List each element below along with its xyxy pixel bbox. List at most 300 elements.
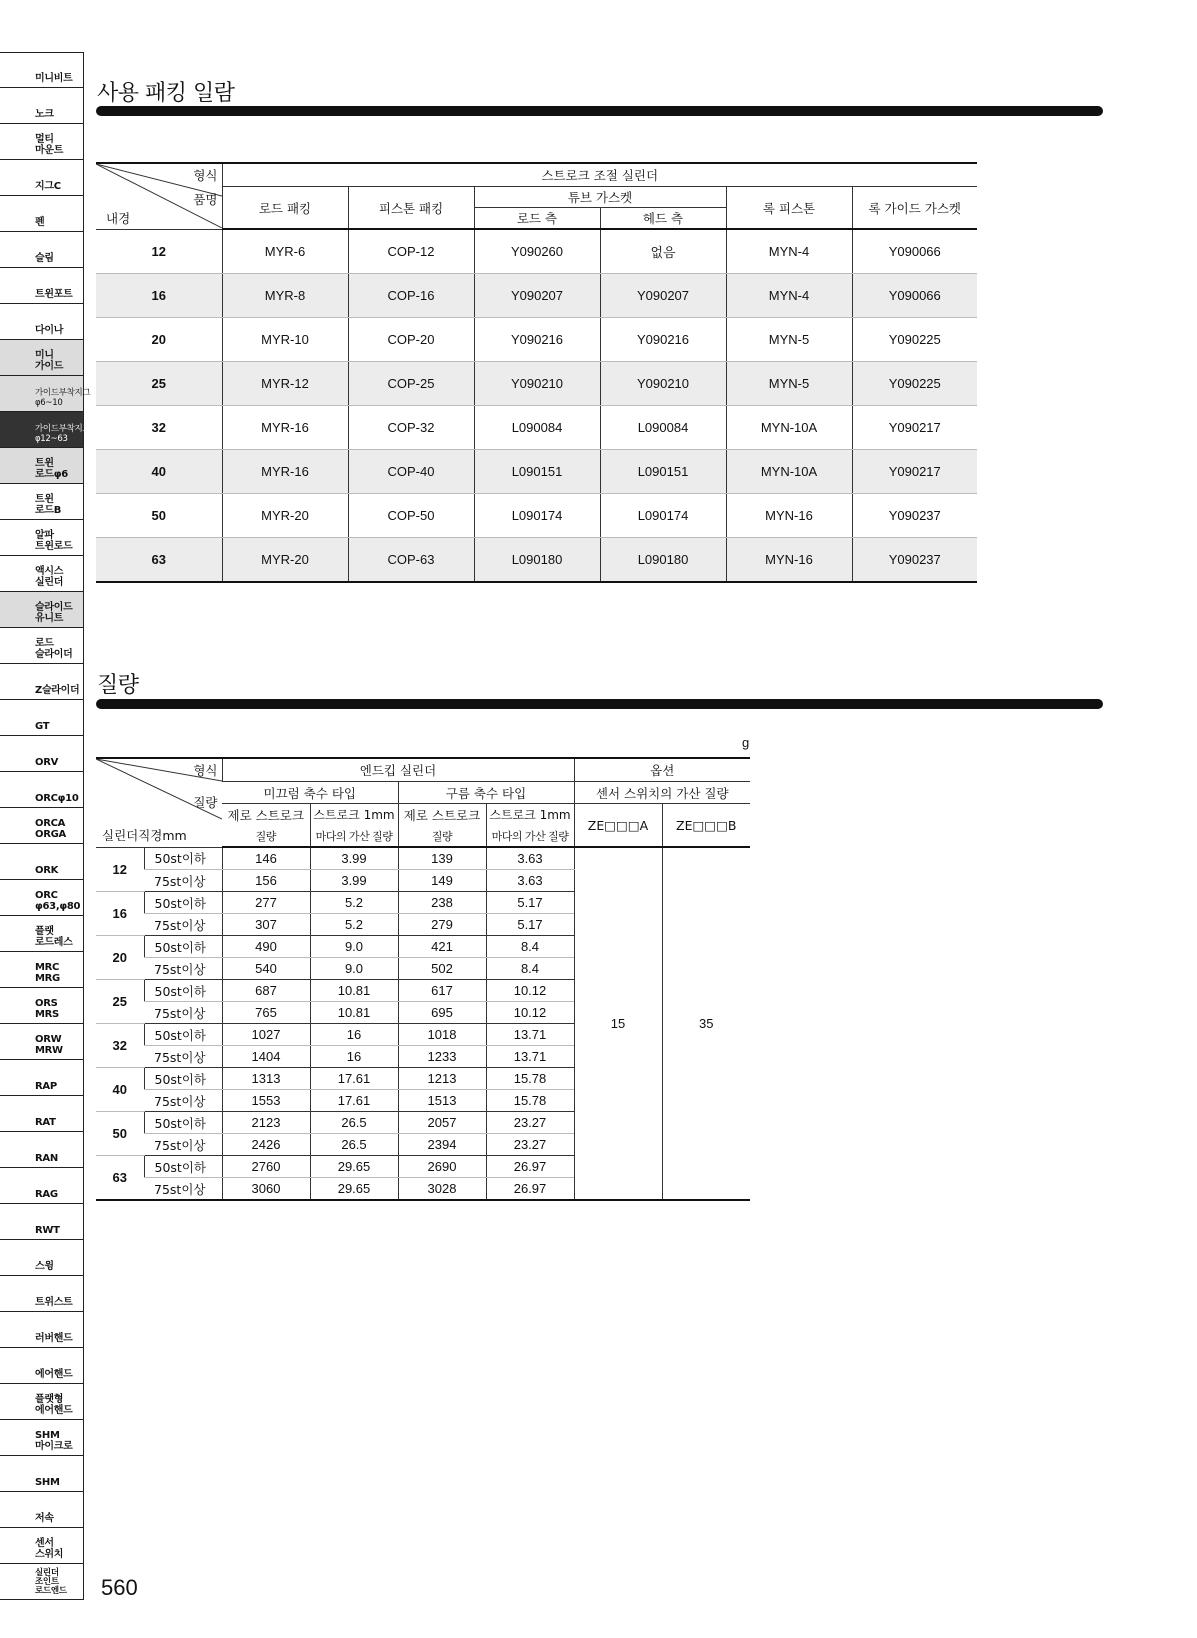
side-index-label: 슬라이더 bbox=[35, 649, 73, 660]
rolling-per-mm-cell: 26.97 bbox=[486, 1156, 574, 1178]
lock-piston-cell: MYN-5 bbox=[726, 362, 852, 406]
side-index-item[interactable] bbox=[0, 916, 84, 952]
fixed-per-mm-cell: 5.2 bbox=[310, 914, 398, 936]
fixed-zero-mass-cell: 1553 bbox=[222, 1090, 310, 1112]
side-index-label: 가이드부착지그 bbox=[35, 388, 91, 398]
side-index-label: 다이나 bbox=[35, 325, 64, 336]
side-index-label: ORCA bbox=[35, 818, 66, 829]
rod-packing-cell: MYR-12 bbox=[222, 362, 348, 406]
side-index-label: 유니트 bbox=[35, 613, 64, 624]
sub-fixed-bearing: 미끄럼 축수 타입 bbox=[222, 782, 398, 804]
rod-packing-cell: MYR-16 bbox=[222, 406, 348, 450]
group-cylinder: 엔드킵 실린더 bbox=[222, 758, 574, 782]
side-index-label: RAN bbox=[35, 1153, 58, 1164]
bore-cell: 32 bbox=[96, 1024, 144, 1068]
fixed-per-mm-cell: 9.0 bbox=[310, 958, 398, 980]
piston-packing-cell: COP-12 bbox=[348, 229, 474, 274]
side-index-label: 센서 bbox=[35, 1538, 54, 1549]
rod-side-cell: L090151 bbox=[474, 450, 600, 494]
side-index-item[interactable] bbox=[0, 988, 84, 1024]
side-index-item[interactable] bbox=[0, 592, 84, 628]
sensor-a-label: ZE□□□A bbox=[574, 804, 662, 848]
side-index-label: 플랫 bbox=[35, 926, 54, 937]
side-index-item[interactable] bbox=[0, 844, 84, 880]
stroke-range-cell: 75st이상 bbox=[144, 1046, 222, 1068]
side-index-item[interactable] bbox=[0, 1132, 84, 1168]
side-index-label: 로드φ6 bbox=[35, 469, 68, 480]
col-head-side: 헤드 측 bbox=[600, 208, 726, 230]
side-index-label: 마운트 bbox=[35, 145, 64, 156]
side-index-label: SHM bbox=[35, 1430, 60, 1441]
rolling-zero-mass-cell: 238 bbox=[398, 892, 486, 914]
rolling-per-mm-cell: 13.71 bbox=[486, 1046, 574, 1068]
col-piston-packing: 피스톤 패킹 bbox=[348, 187, 474, 230]
bore-cell: 63 bbox=[96, 538, 222, 583]
side-index-label: MRC bbox=[35, 962, 60, 973]
fixed-per-mm-cell: 10.81 bbox=[310, 1002, 398, 1024]
side-index-label: ORV bbox=[35, 757, 59, 768]
bore-cell: 25 bbox=[96, 362, 222, 406]
side-index-label: 가이드부착지그 bbox=[35, 424, 91, 434]
side-index-item[interactable] bbox=[0, 196, 84, 232]
bore-cell: 16 bbox=[96, 274, 222, 318]
rolling-per-mm-cell: 15.78 bbox=[486, 1090, 574, 1112]
side-index-label: RAG bbox=[35, 1189, 58, 1200]
side-index-item[interactable] bbox=[0, 484, 84, 520]
rolling-zero-mass-cell: 139 bbox=[398, 847, 486, 870]
fixed-zero-mass-cell: 146 bbox=[222, 847, 310, 870]
side-index-label: 트윈로드 bbox=[35, 541, 73, 552]
per-stroke-label: 스트로크 1mm bbox=[486, 804, 574, 826]
lock-piston-cell: MYN-4 bbox=[726, 274, 852, 318]
corner-bore-label: 내경 bbox=[106, 210, 131, 226]
side-index-label: 실린더 bbox=[35, 1568, 59, 1578]
fixed-zero-mass-cell: 1027 bbox=[222, 1024, 310, 1046]
mass-label: 질량 bbox=[398, 825, 486, 847]
rod-packing-cell: MYR-20 bbox=[222, 538, 348, 583]
fixed-zero-mass-cell: 1313 bbox=[222, 1068, 310, 1090]
side-index-item[interactable] bbox=[0, 772, 84, 808]
side-index-item[interactable] bbox=[0, 520, 84, 556]
rolling-zero-mass-cell: 617 bbox=[398, 980, 486, 1002]
side-index-item[interactable] bbox=[0, 628, 84, 664]
rolling-zero-mass-cell: 2057 bbox=[398, 1112, 486, 1134]
rolling-zero-mass-cell: 149 bbox=[398, 870, 486, 892]
fixed-zero-mass-cell: 540 bbox=[222, 958, 310, 980]
fixed-per-mm-cell: 3.99 bbox=[310, 847, 398, 870]
side-index-item[interactable] bbox=[0, 700, 84, 736]
head-side-cell: L090084 bbox=[600, 406, 726, 450]
side-index-item[interactable] bbox=[0, 736, 84, 772]
side-index-label: φ12~63 bbox=[35, 434, 68, 444]
bore-cell: 40 bbox=[96, 450, 222, 494]
sensor-b-mass-cell: 35 bbox=[662, 847, 750, 1200]
rolling-per-mm-cell: 3.63 bbox=[486, 870, 574, 892]
col-lock-guide-gasket: 록 가이드 가스켓 bbox=[852, 187, 977, 230]
side-index-label: 멀티 bbox=[35, 134, 54, 145]
side-index-label: 로드 bbox=[35, 638, 54, 649]
side-index-item[interactable] bbox=[0, 340, 84, 376]
side-index-item[interactable] bbox=[0, 880, 84, 916]
side-index-item[interactable] bbox=[0, 1528, 84, 1564]
rod-side-cell: Y090260 bbox=[474, 229, 600, 274]
bore-cell: 16 bbox=[96, 892, 144, 936]
piston-packing-cell: COP-32 bbox=[348, 406, 474, 450]
side-index-label: 트위스트 bbox=[35, 1297, 73, 1308]
mass-section-title: 질량 bbox=[97, 673, 139, 698]
lock-piston-cell: MYN-5 bbox=[726, 318, 852, 362]
lock-guide-gasket-cell: Y090225 bbox=[852, 362, 977, 406]
side-index-item[interactable] bbox=[0, 1492, 84, 1528]
piston-packing-cell: COP-20 bbox=[348, 318, 474, 362]
table-row bbox=[96, 406, 977, 450]
stroke-range-cell: 75st이상 bbox=[144, 914, 222, 936]
fixed-per-mm-cell: 26.5 bbox=[310, 1134, 398, 1156]
table-row bbox=[96, 847, 750, 870]
stroke-range-cell: 50st이하 bbox=[144, 1024, 222, 1046]
mass-label: 질량 bbox=[222, 825, 310, 847]
side-index-label: 에어핸드 bbox=[35, 1369, 73, 1380]
rolling-zero-mass-cell: 1233 bbox=[398, 1046, 486, 1068]
stroke-range-cell: 50st이하 bbox=[144, 1112, 222, 1134]
lock-guide-gasket-cell: Y090066 bbox=[852, 274, 977, 318]
rolling-zero-mass-cell: 279 bbox=[398, 914, 486, 936]
packing-corner-cell bbox=[96, 163, 222, 229]
side-index-label: 플랫형 bbox=[35, 1394, 64, 1405]
side-index-label: MRG bbox=[35, 973, 60, 984]
side-index-label: 러버핸드 bbox=[35, 1333, 73, 1344]
rod-side-cell: Y090216 bbox=[474, 318, 600, 362]
side-index-item[interactable] bbox=[0, 1024, 84, 1060]
col-tube-gasket: 튜브 가스켓 bbox=[474, 187, 726, 208]
per-stroke-mass-label: 마다의 가산 질량 bbox=[310, 825, 398, 847]
piston-packing-cell: COP-16 bbox=[348, 274, 474, 318]
piston-packing-cell: COP-50 bbox=[348, 494, 474, 538]
side-index-label: φ63,φ80 bbox=[35, 901, 81, 912]
rolling-per-mm-cell: 23.27 bbox=[486, 1112, 574, 1134]
side-index-item[interactable] bbox=[0, 952, 84, 988]
fixed-zero-mass-cell: 687 bbox=[222, 980, 310, 1002]
side-index-label: 미니비트 bbox=[35, 73, 73, 84]
sensor-a-mass-cell: 15 bbox=[574, 847, 662, 1200]
corner-item-label: 품명 bbox=[193, 192, 218, 207]
side-index-label: RAP bbox=[35, 1081, 57, 1092]
bore-cell: 20 bbox=[96, 936, 144, 980]
side-index-label: Z슬라이더 bbox=[35, 685, 80, 696]
stroke-range-cell: 50st이하 bbox=[144, 1068, 222, 1090]
fixed-zero-mass-cell: 3060 bbox=[222, 1178, 310, 1201]
lock-piston-cell: MYN-10A bbox=[726, 406, 852, 450]
corner-type-label: 형식 bbox=[193, 763, 218, 778]
table-row bbox=[96, 229, 977, 274]
side-index-label: 조인트 bbox=[35, 1577, 59, 1587]
packing-table bbox=[96, 162, 977, 583]
sensor-b-label: ZE□□□B bbox=[662, 804, 750, 848]
head-side-cell: L090174 bbox=[600, 494, 726, 538]
stroke-range-cell: 75st이상 bbox=[144, 1002, 222, 1024]
sub-sensor-mass: 센서 스위치의 가산 질량 bbox=[574, 782, 750, 804]
fixed-zero-mass-cell: 307 bbox=[222, 914, 310, 936]
per-stroke-mass-label: 마다의 가산 질량 bbox=[486, 825, 574, 847]
side-index-item[interactable] bbox=[0, 124, 84, 160]
head-side-cell: Y090210 bbox=[600, 362, 726, 406]
rod-side-cell: L090084 bbox=[474, 406, 600, 450]
side-index-label: 로드레스 bbox=[35, 937, 73, 948]
fixed-zero-mass-cell: 765 bbox=[222, 1002, 310, 1024]
packing-table-body bbox=[96, 229, 977, 582]
lock-guide-gasket-cell: Y090237 bbox=[852, 494, 977, 538]
zero-stroke-label: 제로 스트로크 bbox=[398, 804, 486, 826]
bore-cell: 50 bbox=[96, 494, 222, 538]
per-stroke-label: 스트로크 1mm bbox=[310, 804, 398, 826]
side-index-label: 노크 bbox=[35, 109, 54, 120]
side-index-item[interactable] bbox=[0, 1060, 84, 1096]
stroke-range-cell: 75st이상 bbox=[144, 1090, 222, 1112]
side-index-label: φ6~10 bbox=[35, 398, 63, 408]
side-index-item[interactable] bbox=[0, 664, 84, 700]
fixed-zero-mass-cell: 490 bbox=[222, 936, 310, 958]
side-index-label: 가이드 bbox=[35, 361, 64, 372]
fixed-per-mm-cell: 16 bbox=[310, 1046, 398, 1068]
rolling-per-mm-cell: 10.12 bbox=[486, 980, 574, 1002]
rolling-per-mm-cell: 10.12 bbox=[486, 1002, 574, 1024]
lock-piston-cell: MYN-16 bbox=[726, 494, 852, 538]
fixed-zero-mass-cell: 1404 bbox=[222, 1046, 310, 1068]
fixed-per-mm-cell: 26.5 bbox=[310, 1112, 398, 1134]
side-index-item[interactable] bbox=[0, 1456, 84, 1492]
fixed-zero-mass-cell: 2426 bbox=[222, 1134, 310, 1156]
side-index-label: 로드B bbox=[35, 505, 62, 516]
group-header: 스트로크 조절 실린더 bbox=[222, 163, 977, 187]
side-index-label: ORCφ10 bbox=[35, 793, 79, 804]
lock-piston-cell: MYN-4 bbox=[726, 229, 852, 274]
mass-table bbox=[96, 757, 750, 1201]
side-index-item[interactable] bbox=[0, 1096, 84, 1132]
side-index-item[interactable] bbox=[0, 1312, 84, 1348]
side-index-label: 트윈 bbox=[35, 458, 54, 469]
rod-side-cell: Y090210 bbox=[474, 362, 600, 406]
side-index-label: MRW bbox=[35, 1045, 63, 1056]
rod-packing-cell: MYR-8 bbox=[222, 274, 348, 318]
head-side-cell: L090151 bbox=[600, 450, 726, 494]
head-side-cell: Y090207 bbox=[600, 274, 726, 318]
bore-cell: 12 bbox=[96, 229, 222, 274]
side-index-item[interactable] bbox=[0, 232, 84, 268]
fixed-per-mm-cell: 17.61 bbox=[310, 1090, 398, 1112]
side-index-item[interactable] bbox=[0, 1420, 84, 1456]
rolling-zero-mass-cell: 3028 bbox=[398, 1178, 486, 1201]
side-index-label: 지그C bbox=[35, 181, 61, 192]
corner-item-label: 질량 bbox=[193, 795, 218, 810]
side-index-item[interactable] bbox=[0, 304, 84, 340]
side-index-item[interactable] bbox=[0, 556, 84, 592]
bore-cell: 40 bbox=[96, 1068, 144, 1112]
lock-guide-gasket-cell: Y090237 bbox=[852, 538, 977, 583]
stroke-range-cell: 50st이하 bbox=[144, 936, 222, 958]
stroke-range-cell: 50st이하 bbox=[144, 1156, 222, 1178]
side-index-item[interactable] bbox=[0, 52, 84, 88]
side-index-label: RWT bbox=[35, 1225, 60, 1236]
side-index-label: 액시스 bbox=[35, 566, 64, 577]
rolling-per-mm-cell: 8.4 bbox=[486, 936, 574, 958]
side-index-item[interactable] bbox=[0, 448, 84, 484]
stroke-range-cell: 50st이하 bbox=[144, 892, 222, 914]
rolling-per-mm-cell: 23.27 bbox=[486, 1134, 574, 1156]
side-index-label: GT bbox=[35, 721, 50, 732]
piston-packing-cell: COP-63 bbox=[348, 538, 474, 583]
rolling-per-mm-cell: 13.71 bbox=[486, 1024, 574, 1046]
side-index-item[interactable] bbox=[0, 376, 91, 412]
table-row bbox=[96, 538, 977, 583]
group-option: 옵션 bbox=[574, 758, 750, 782]
mass-table-body bbox=[96, 847, 750, 1200]
fixed-per-mm-cell: 3.99 bbox=[310, 870, 398, 892]
fixed-per-mm-cell: 10.81 bbox=[310, 980, 398, 1002]
fixed-per-mm-cell: 29.65 bbox=[310, 1178, 398, 1201]
side-index-label: RAT bbox=[35, 1117, 56, 1128]
side-index-label: SHM bbox=[35, 1477, 60, 1488]
bore-cell: 63 bbox=[96, 1156, 144, 1201]
side-index-label: 저속 bbox=[35, 1513, 54, 1524]
page-number: 560 bbox=[101, 1575, 138, 1600]
side-index-item[interactable] bbox=[0, 1384, 84, 1420]
side-index-label: ORK bbox=[35, 865, 59, 876]
lock-piston-cell: MYN-10A bbox=[726, 450, 852, 494]
side-index-label: ORW bbox=[35, 1034, 62, 1045]
side-index-label: 에어핸드 bbox=[35, 1405, 73, 1416]
head-side-cell: Y090216 bbox=[600, 318, 726, 362]
side-index-item[interactable] bbox=[0, 88, 84, 124]
side-index-label: MRS bbox=[35, 1009, 59, 1020]
side-index-item[interactable] bbox=[0, 1204, 84, 1240]
rolling-per-mm-cell: 3.63 bbox=[486, 847, 574, 870]
rod-packing-cell: MYR-20 bbox=[222, 494, 348, 538]
bore-cell: 12 bbox=[96, 847, 144, 892]
fixed-zero-mass-cell: 156 bbox=[222, 870, 310, 892]
rolling-per-mm-cell: 15.78 bbox=[486, 1068, 574, 1090]
rolling-zero-mass-cell: 1018 bbox=[398, 1024, 486, 1046]
lock-guide-gasket-cell: Y090066 bbox=[852, 229, 977, 274]
col-rod-packing: 로드 패킹 bbox=[222, 187, 348, 230]
side-index-label: 스위치 bbox=[35, 1549, 64, 1560]
rod-packing-cell: MYR-16 bbox=[222, 450, 348, 494]
side-index-label: 로드엔드 bbox=[35, 1586, 67, 1596]
rod-side-cell: L090174 bbox=[474, 494, 600, 538]
fixed-zero-mass-cell: 2123 bbox=[222, 1112, 310, 1134]
side-index-item[interactable] bbox=[0, 1276, 84, 1312]
stroke-range-cell: 75st이상 bbox=[144, 958, 222, 980]
rolling-per-mm-cell: 8.4 bbox=[486, 958, 574, 980]
lock-guide-gasket-cell: Y090217 bbox=[852, 406, 977, 450]
packing-section-bar bbox=[96, 106, 1103, 116]
col-lock-piston: 록 피스톤 bbox=[726, 187, 852, 230]
rolling-per-mm-cell: 5.17 bbox=[486, 892, 574, 914]
corner-type-label: 형식 bbox=[193, 168, 218, 183]
bore-cell: 32 bbox=[96, 406, 222, 450]
rolling-zero-mass-cell: 1213 bbox=[398, 1068, 486, 1090]
unit-label: g bbox=[742, 735, 750, 750]
table-row bbox=[96, 450, 977, 494]
side-index-item[interactable] bbox=[0, 1564, 84, 1600]
side-index-label: 트윈 bbox=[35, 494, 54, 505]
side-index-label: ORS bbox=[35, 998, 58, 1009]
rod-packing-cell: MYR-10 bbox=[222, 318, 348, 362]
rolling-zero-mass-cell: 695 bbox=[398, 1002, 486, 1024]
zero-stroke-label: 제로 스트로크 bbox=[227, 807, 304, 823]
bore-cell: 20 bbox=[96, 318, 222, 362]
head-side-cell: L090180 bbox=[600, 538, 726, 583]
rolling-per-mm-cell: 26.97 bbox=[486, 1178, 574, 1201]
stroke-range-cell: 50st이하 bbox=[144, 847, 222, 870]
lock-guide-gasket-cell: Y090225 bbox=[852, 318, 977, 362]
rod-packing-cell: MYR-6 bbox=[222, 229, 348, 274]
rolling-zero-mass-cell: 502 bbox=[398, 958, 486, 980]
side-index bbox=[0, 52, 91, 1600]
side-index-label: ORGA bbox=[35, 829, 66, 840]
side-index-label: 미니 bbox=[35, 350, 54, 361]
side-index-item[interactable] bbox=[0, 1240, 84, 1276]
stroke-range-cell: 75st이상 bbox=[144, 1134, 222, 1156]
rod-side-cell: L090180 bbox=[474, 538, 600, 583]
piston-packing-cell: COP-25 bbox=[348, 362, 474, 406]
rolling-zero-mass-cell: 421 bbox=[398, 936, 486, 958]
side-index-label: 실린더 bbox=[35, 577, 64, 588]
side-index-label: 슬림 bbox=[35, 253, 54, 264]
mass-corner-cell bbox=[96, 758, 222, 847]
stroke-range-cell: 75st이상 bbox=[144, 1178, 222, 1201]
stroke-range-cell: 75st이상 bbox=[144, 870, 222, 892]
stroke-range-cell: 50st이하 bbox=[144, 980, 222, 1002]
corner-bore-label: 실린더직경mm bbox=[102, 827, 187, 843]
rod-side-cell: Y090207 bbox=[474, 274, 600, 318]
side-index-label: 슬라이드 bbox=[35, 602, 73, 613]
bore-cell: 50 bbox=[96, 1112, 144, 1156]
side-index-label: 펜 bbox=[35, 217, 45, 228]
lock-guide-gasket-cell: Y090217 bbox=[852, 450, 977, 494]
table-row bbox=[96, 362, 977, 406]
fixed-per-mm-cell: 29.65 bbox=[310, 1156, 398, 1178]
sub-rolling-bearing: 구름 축수 타입 bbox=[398, 782, 574, 804]
lock-piston-cell: MYN-16 bbox=[726, 538, 852, 583]
side-index-item[interactable] bbox=[0, 268, 84, 304]
side-index-label: ORC bbox=[35, 890, 58, 901]
rolling-per-mm-cell: 5.17 bbox=[486, 914, 574, 936]
fixed-per-mm-cell: 17.61 bbox=[310, 1068, 398, 1090]
col-rod-side: 로드 측 bbox=[474, 208, 600, 230]
fixed-zero-mass-cell: 2760 bbox=[222, 1156, 310, 1178]
fixed-per-mm-cell: 5.2 bbox=[310, 892, 398, 914]
side-index-item[interactable] bbox=[0, 1168, 84, 1204]
side-index-item[interactable] bbox=[0, 1348, 84, 1384]
fixed-per-mm-cell: 9.0 bbox=[310, 936, 398, 958]
piston-packing-cell: COP-40 bbox=[348, 450, 474, 494]
table-row bbox=[96, 494, 977, 538]
table-row bbox=[96, 318, 977, 362]
side-index-label: 스윙 bbox=[35, 1261, 54, 1272]
side-index-item[interactable] bbox=[0, 412, 91, 448]
side-index-label: 트윈포트 bbox=[35, 289, 73, 300]
side-index-item[interactable] bbox=[0, 808, 84, 844]
rolling-zero-mass-cell: 2690 bbox=[398, 1156, 486, 1178]
mass-section-bar bbox=[96, 699, 1103, 709]
table-row bbox=[96, 274, 977, 318]
side-index-label: 알파 bbox=[35, 530, 54, 541]
fixed-per-mm-cell: 16 bbox=[310, 1024, 398, 1046]
packing-section-title: 사용 패킹 일람 bbox=[97, 81, 235, 106]
rolling-zero-mass-cell: 2394 bbox=[398, 1134, 486, 1156]
side-index-item[interactable] bbox=[0, 160, 84, 196]
head-side-cell: 없음 bbox=[600, 229, 726, 274]
